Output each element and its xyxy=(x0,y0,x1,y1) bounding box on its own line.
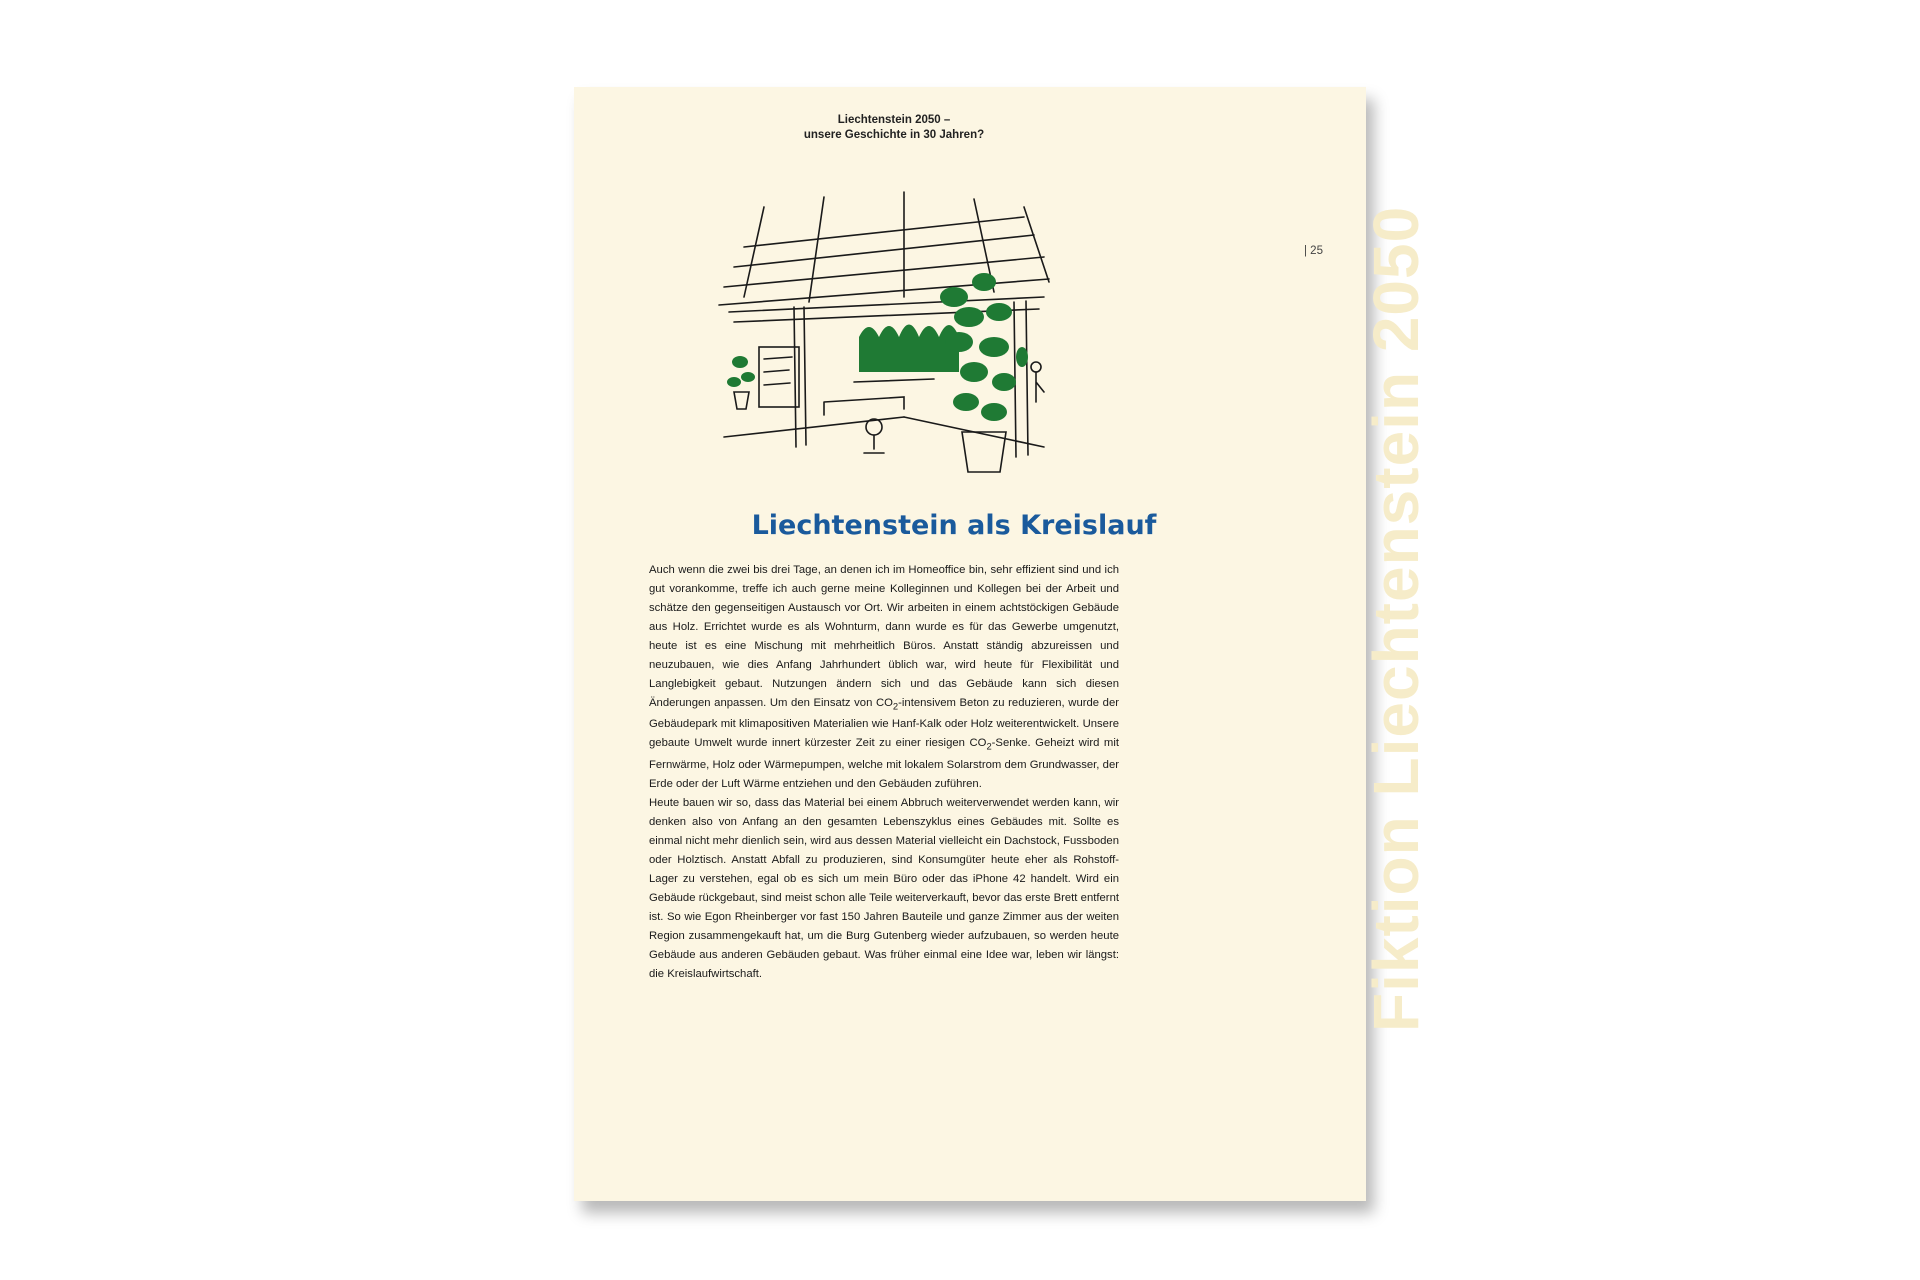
running-head-line2: unsere Geschichte in 30 Jahren? xyxy=(803,129,985,141)
running-head xyxy=(744,113,1044,143)
page-number: | 25 xyxy=(1304,245,1323,257)
paragraph-1-part-a: Auch wenn die zwei bis drei Tage, an denen ich im Homeoffice bin, sehr effizient sind und ich gut vorankomme, treffe ich auch gerne meine Kolleginnen und Kollegen bei der Arbeit und schätze den gegenseitigen Austausch vor Ort. Wir arbeiten in einem achtstöckigen Gebäude aus Holz. Errichtet wurde es als Wohnturm, dann wurde es für das Gewerbe umgenutzt, heute ist es eine Mischung mit mehrheitlich Büros. Anstatt ständig abzureissen und neuzubauen, wie dies Anfang Jahrhundert üblich war, wird heute für Flexibilität und Langlebigkeit gebaut. Nutzungen ändern sich und das Gebäude kann sich diesen Änderungen anpassen. Um den Einsatz von CO xyxy=(649,564,1119,709)
book-page xyxy=(574,87,1432,1201)
subscript-2: 2 xyxy=(892,700,899,712)
body-text xyxy=(649,561,1119,984)
page-heading: Liechtenstein als Kreislauf xyxy=(751,510,1157,541)
paragraph-1-part-c: -Senke. Geheizt wird mit Fernwärme, Holz oder Wärmepumpen, welche mit lokalem Solarstrom dem Grundwasser, der Erde oder der Luft Wärme entziehen und den Gebäuden zuführen. xyxy=(649,737,1119,790)
paragraph-1-part-b: -intensivem Beton zu reduzieren, wurde der Gebäudepark mit klimapositiven Materialien wie Hanf-Kalk oder Holz weiterentwickelt. Unsere gebaute Umwelt wurde innert kürzester Zeit zu einer riesigen CO xyxy=(649,697,1119,750)
office-illustration xyxy=(704,187,1064,477)
paragraph-2: Heute bauen wir so, dass das Material bei einem Abbruch weiterverwendet werden kann, wir denken also von Anfang an den gesamten Lebenszyklus eines Gebäudes mit. Sollte es einmal nicht mehr dienlich sein, wird aus dessen Material vielleicht ein Dachstock, Fussboden oder Holztisch. Anstatt Abfall zu produzieren, sind Konsumgüter heute eher als Rohstoff-Lager zu verstehen, egal ob es sich um mein Büro oder das iPhone 42 handelt. Wird ein Gebäude rückgebaut, sind meist schon alle Teile weiterverkauft, bevor das erste Brett entfernt ist. So wie Egon Rheinberger vor fast 150 Jahren Bauteile und ganze Zimmer aus der weiten Region zusammengekauft hat, um die Burg Gutenberg wieder aufzubauen, so werden heute Gebäude aus anderen Gebäuden gebaut. Was früher einmal eine Idee war, leben wir längst: die Kreislaufwirtschaft. xyxy=(649,796,1119,980)
running-head-line1: Liechtenstein 2050 – xyxy=(837,114,951,126)
paragraph-1 xyxy=(649,561,1119,794)
subscript-2: 2 xyxy=(986,740,992,752)
vertical-title: Fiktion Liechtenstein 2050 xyxy=(1360,205,1432,1032)
